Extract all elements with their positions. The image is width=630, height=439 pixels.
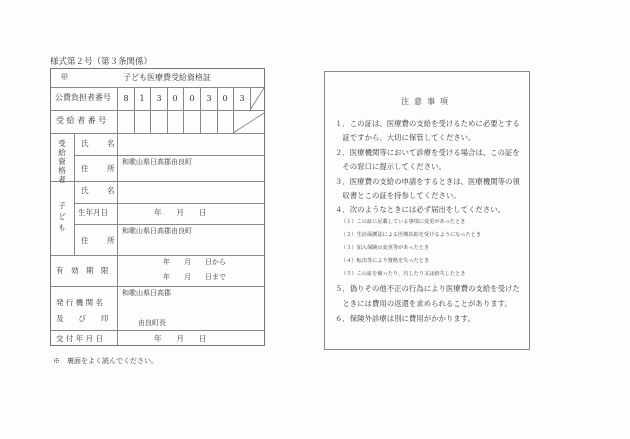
validity-to: 年 月 日まで xyxy=(163,273,226,281)
note-sub-item: （５）この証を破ったり、汚したり又は紛失したとき xyxy=(341,271,466,277)
note-sub-item: （４）転出等により資格を失ったとき xyxy=(341,258,430,264)
child-birth-value: 年 月 日 xyxy=(154,208,207,217)
payer-digit: 8 xyxy=(123,94,129,103)
note-line: ２．医療機関等において診療を受ける場合は、この証を xyxy=(335,148,520,157)
validity-from: 年 月 日から xyxy=(163,258,226,266)
child-birth-label: 生年月日 xyxy=(78,208,108,217)
footnote: ※ 裏面をよく読んでください。 xyxy=(53,357,158,365)
child-address-label-a: 住 xyxy=(81,236,89,245)
payer-digit: 0 xyxy=(189,94,195,103)
divider xyxy=(51,181,264,182)
eligible-address-label-b: 所 xyxy=(107,164,115,173)
note-line: ６．保険外診療は別に費用がかかります。 xyxy=(335,314,475,323)
payer-digit: 3 xyxy=(156,94,162,103)
issue-date-label: 交 付 年 月 日 xyxy=(56,334,104,343)
notes-panel xyxy=(324,71,530,350)
divider xyxy=(51,286,264,287)
child-address-label-b: 所 xyxy=(107,236,115,245)
eligible-person-section-label: 受 給 資 格 者 xyxy=(58,139,66,184)
payer-digit: 1 xyxy=(139,94,145,103)
payer-number-label: 公費負担者番号 xyxy=(55,93,111,102)
eligible-name-label-a: 氏 xyxy=(81,139,89,148)
divider xyxy=(74,155,264,156)
issuer-official: 由良町長 xyxy=(138,319,166,327)
note-line: ３．医療費の支給の申請をするときは、医療機関等の領 xyxy=(335,177,520,186)
recipient-number-label: 受 給 者 番 号 xyxy=(56,116,107,125)
eligible-address-label-a: 住 xyxy=(81,164,89,173)
payer-digit: 3 xyxy=(206,94,212,103)
payer-digit: 0 xyxy=(172,94,178,103)
note-line: 証ですから、大切に保管してください。 xyxy=(335,133,476,142)
issuer-name: 和歌山県日高郡 xyxy=(122,289,171,297)
seal-mark: ㊞ xyxy=(61,73,68,81)
note-line: ときには費用の返還を求められることがあります。 xyxy=(335,299,512,308)
issuer-label-line1: 発 行 機 関 名 xyxy=(56,298,104,307)
child-name-label-a: 氏 xyxy=(81,186,89,195)
form-number-label: 様式第２号（第３条関係） xyxy=(50,57,153,67)
divider xyxy=(51,330,264,331)
child-name-label-b: 名 xyxy=(107,186,115,195)
issue-date-value: 年 月 日 xyxy=(154,334,207,343)
child-address-value: 和歌山県日高郡由良町 xyxy=(122,227,192,235)
certificate-table xyxy=(50,68,265,346)
payer-digit: 0 xyxy=(222,94,228,103)
note-sub-item: （２）生活保護法による医療扶助を受けるようになったとき xyxy=(341,232,482,238)
eligible-name-label-b: 名 xyxy=(107,139,115,148)
divider xyxy=(74,224,264,225)
note-line: ４．次のようなときには必ず届出をしてください。 xyxy=(335,205,505,214)
note-sub-item: （１）この証に記載している事項に変更があったとき xyxy=(341,219,466,225)
note-line: ５．偽りその他不正の行為により医療費の支給を受けた xyxy=(335,284,520,293)
divider xyxy=(51,255,264,256)
divider xyxy=(74,133,75,255)
child-section-label: 子 ど も xyxy=(58,201,66,232)
eligible-address-value: 和歌山県日高郡由良町 xyxy=(122,158,192,166)
certificate-title: 子ども医療費受給資格証 xyxy=(123,73,211,82)
divider xyxy=(74,203,264,204)
note-sub-item: （３）加入保険の変更等があったとき xyxy=(341,245,430,251)
validity-label: 有 効 期 限 xyxy=(56,266,109,275)
note-line: 収書とこの証を持参してください。 xyxy=(335,191,461,200)
issuer-label-line2: 及 び 印 xyxy=(56,314,109,323)
note-line: その窓口に提示してください。 xyxy=(335,162,446,171)
note-line: １．この証は、医療費の支給を受けるために必要とする xyxy=(335,119,520,128)
notes-title: 注意事項 xyxy=(401,97,453,106)
payer-digit: 3 xyxy=(239,94,245,103)
